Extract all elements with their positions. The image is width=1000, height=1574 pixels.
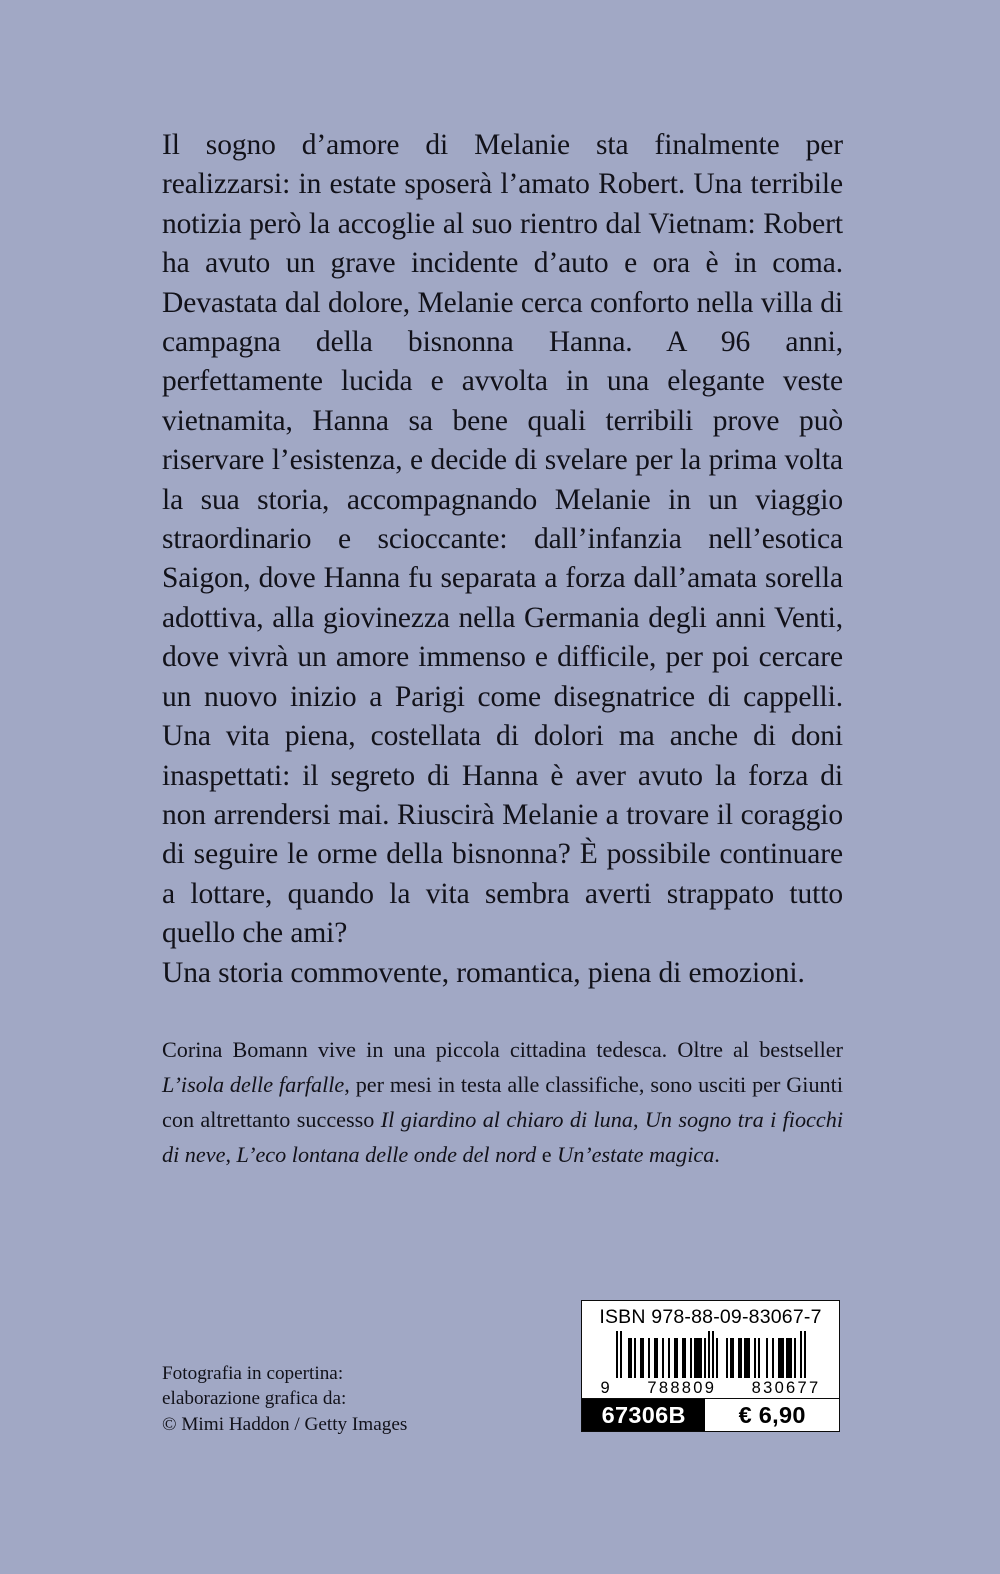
- book-title-giardino-al-chiaro-di-luna: Il giardino al chiaro di luna: [380, 1107, 633, 1132]
- photo-credit-line-1: Fotografia in copertina:: [162, 1363, 344, 1384]
- bio-text-part-6: .: [714, 1142, 720, 1167]
- internal-code-cell: 67306B: [582, 1399, 705, 1431]
- bio-text-part-5: e: [536, 1142, 558, 1167]
- ean-group-left: 788809: [647, 1379, 717, 1397]
- isbn-label: ISBN 978-88-09-83067-7: [599, 1306, 822, 1328]
- book-title-un-estate-magica: Un’estate magica: [557, 1142, 715, 1167]
- ean-digit-first: 9: [600, 1379, 612, 1397]
- barcode-bars-area: [604, 1331, 818, 1378]
- blurb-closing-line: Una storia commovente, romantica, piena di emozioni.: [162, 956, 805, 989]
- blurb-text: [162, 126, 843, 993]
- ean13-human-readable-digits: [600, 1379, 822, 1398]
- author-bio: [162, 1032, 843, 1172]
- photo-credit: [162, 1361, 502, 1437]
- bio-text-part-3: ,: [632, 1107, 645, 1132]
- bio-text-part-4: ,: [225, 1142, 237, 1167]
- book-title-eco-lontana-delle-onde-del-nord: L’eco lontana delle onde del nord: [236, 1142, 537, 1167]
- photo-credit-line-2: elaborazione grafica da:: [162, 1388, 347, 1410]
- price-cell: € 6,90: [705, 1399, 839, 1431]
- photo-credit-line-3: © Mimi Haddon / Getty Images: [162, 1413, 408, 1435]
- barcode-upper-section: [582, 1301, 839, 1398]
- ean13-barcode-bars: [616, 1331, 806, 1378]
- author-bio-paragraph: [162, 1032, 843, 1172]
- barcode-lower-section: [582, 1398, 839, 1431]
- bio-text-part-1: Corina Bomann vive in una piccola cittadina tedesca. Oltre al bestseller: [162, 1037, 843, 1062]
- book-title-isola-delle-farfalle: L’isola delle farfalle: [162, 1072, 345, 1097]
- blurb-paragraph: Il sogno d’amore di Melanie sta finalmente per realizzarsi: in estate sposerà l’amato Robert. Una terribile notizia però la accoglie al suo rientro dal Vietnam: Robert ha avuto un grave incidente d’auto e ora è in coma. Devastata dal dolore, Melanie cerca conforto nella villa di campagna della bisnonna Hanna. A 96 anni, perfettamente lucida e avvolta in una elegante veste vietnamita, Hanna sa bene quali terribili prove può riservare l’esistenza, e decide di svelare per la prima volta la sua storia, accompagnando Melanie in un viaggio straordinario e scioccante: dall’infanzia nell’esotica Saigon, dove Hanna fu separata a forza dall’amata sorella adottiva, alla giovinezza nella Germania degli anni Venti, dove vivrà un amore immenso e difficile, per poi cercare un nuovo inizio a Parigi come disegnatrice di cappelli. Una vita piena, costellata di dolori ma anche di doni inaspettati: il segreto di Hanna è aver avuto la forza di non arrendersi mai. Riuscirà Melanie a trovare il coraggio di seguire le orme della bisnonna? È possibile continuare a lottare, quando la vita sembra averti strappato tutto quello che ami?: [162, 129, 843, 950]
- ean-group-right: 830677: [751, 1379, 821, 1397]
- book-title-sogno-tra-i-fiocchi-di-neve: Un sogno tra i fiocchi di neve: [162, 1107, 843, 1167]
- barcode-block: [581, 1300, 840, 1432]
- bio-text-part-2: , per mesi in testa alle classifiche, sono usciti per Giunti con altrettanto successo: [162, 1072, 843, 1132]
